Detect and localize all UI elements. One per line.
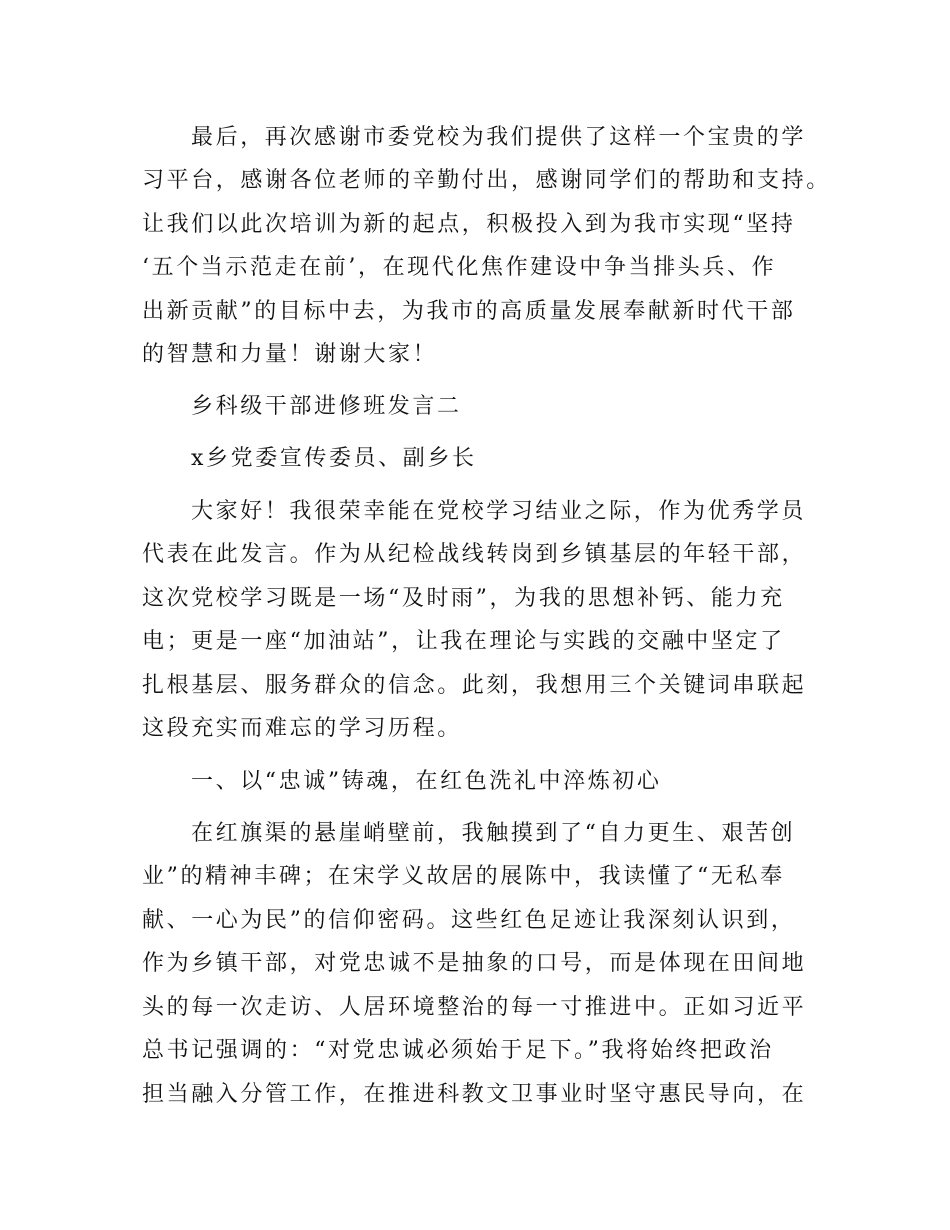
paragraph-closing-line-6: 的智慧和力量！谢谢大家！	[142, 342, 438, 367]
paragraph-closing-line-5: 出新贡献”的目标中去，为我市的高质量发展奉献新时代干部	[142, 299, 796, 324]
paragraph-loyalty-line-4: 作为乡镇干部，对党忠诚不是抽象的口号，而是体现在田间地	[142, 951, 807, 976]
paragraph-greeting-line-4: 电；更是一座“加油站”，让我在理论与实践的交融中坚定了	[142, 629, 785, 654]
section-title: 乡科级干部进修班发言二	[191, 394, 462, 419]
paragraph-greeting-line-6: 这段充实而难忘的学习历程。	[142, 716, 462, 741]
paragraph-loyalty-line-1: 在红旗渠的悬崖峭壁前，我触摸到了“自力更生、艰苦创	[191, 821, 796, 846]
paragraph-greeting-line-3: 这次党校学习既是一场“及时雨”，为我的思想补钙、能力充	[142, 586, 785, 611]
paragraph-greeting-line-1: 大家好！我很荣幸能在党校学习结业之际，作为优秀学员	[191, 499, 807, 524]
paragraph-loyalty-line-5: 头的每一次走访、人居环境整治的每一寸推进中。正如习近平	[142, 995, 807, 1020]
section-heading-one: 一、以“忠诚”铸魂，在红色洗礼中淬炼初心	[191, 769, 662, 794]
paragraph-closing-line-3: 让我们以此次培训为新的起点，积极投入到为我市实现“坚持	[142, 212, 796, 237]
paragraph-closing-line-1: 最后，再次感谢市委党校为我们提供了这样一个宝贵的学	[191, 125, 807, 150]
paragraph-greeting-line-5: 扎根基层、服务群众的信念。此刻，我想用三个关键词串联起	[142, 673, 807, 698]
paragraph-loyalty-line-2: 业”的精神丰碑；在宋学义故居的展陈中，我读懂了“无私奉	[142, 864, 785, 889]
paragraph-loyalty-line-6: 总书记强调的：“对党忠诚必须始于足下。”我将始终把政治	[142, 1038, 774, 1063]
paragraph-closing-line-2: 习平台，感谢各位老师的辛勤付出，感谢同学们的帮助和支持。	[142, 168, 831, 193]
paragraph-loyalty-line-7: 担当融入分管工作，在推进科教文卫事业时坚守惠民导向，在	[142, 1082, 807, 1107]
paragraph-greeting-line-2: 代表在此发言。作为从纪检战线转岗到乡镇基层的年轻干部，	[142, 542, 807, 567]
paragraph-closing-line-4: ‘五个当示范走在前’，在现代化焦作建设中争当排头兵、作	[142, 255, 777, 280]
speaker-title: x乡党委宣传委员、副乡长	[191, 446, 477, 471]
paragraph-loyalty-line-3: 献、一心为民”的信仰密码。这些红色足迹让我深刻认识到，	[142, 908, 796, 933]
